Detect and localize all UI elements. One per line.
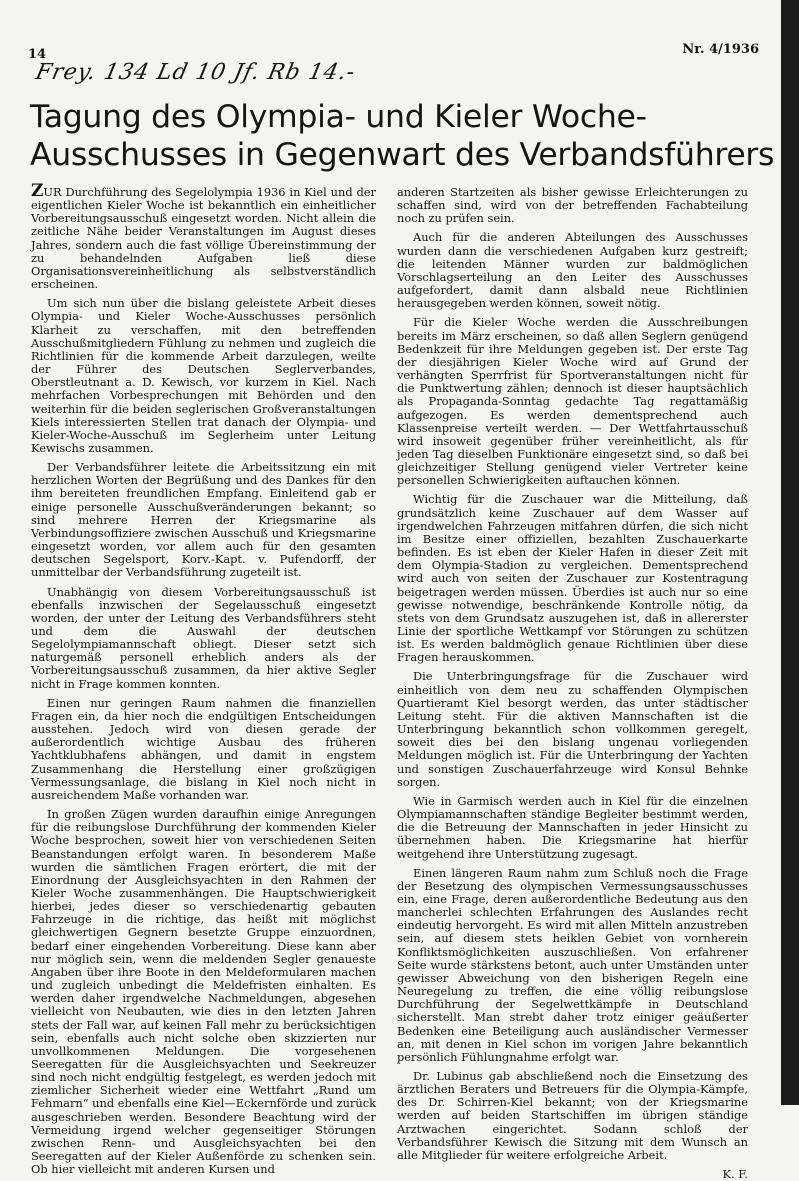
paragraph: Wie in Garmisch werden auch in Kiel für die einzelnen Olympiamannschaften ständige Begleiter bestimmt werden, die die Betreuung der Mannschaften in jeder Hinsicht zu übernehmen haben. Die Kriegsmarine hat hierfür weitgehend ihre Unterstützung zugesagt. — [397, 793, 748, 861]
paragraph: Dr. Lubinus gab abschließend noch die Einsetzung des ärztlichen Beraters und Betreuers für die Olympia-Kämpfe, des Dr. Schirren-Kiel bekannt; von der Kriegsmarine werden auf beiden Startschiffen im übrigen ständige Arztwachen eingerichtet. Sodann schloß der Verbandsführer Kewisch die Sitzung mit dem Wunsch an alle Mitglieder für weitere erfolgreiche Arbeit. — [397, 1069, 748, 1162]
paragraph: Um sich nun über die bislang geleistete Arbeit dieses Olympia- und Kieler Woche-Ausschusses persönlich Klarheit zu verschaffen, mit den betreffenden Ausschußmitgliedern Fühlung zu nehmen und zugleich die Richtlinien für die kommende Arbeit darzulegen, weilte der Führer des Deutschen Seglerverbandes, Oberstleutnant a. D. Kewisch, vor kurzem in Kiel. Nach mehrfachen Vorbesprechungen mit Behörden und den weiterhin für die beiden seglerischen Großveranstaltungen Kiels interessierten Stellen trat danach der Olympia- und Kieler-Woche-Ausschuß im Seglerheim unter Leitung Kewischs zusammen. — [31, 296, 376, 455]
author-signature: K. F. — [722, 1167, 748, 1181]
paragraph: anderen Startzeiten als bisher gewisse Erleichterungen zu schaffen sind, wird von der betreffenden Fachabteilung noch zu prüfen sein. — [397, 185, 748, 226]
right-column — [397, 185, 748, 1181]
article-title: Tagung des Olympia- und Kieler Woche-Ausschusses in Gegenwart des Verbandsführers — [30, 99, 775, 173]
intro-paragraph — [31, 181, 376, 292]
paragraph: Für die Kieler Woche werden die Ausschreibungen bereits im März erscheinen, so daß allen Seglern genügend Bedenkzeit für ihre Meldungen gegeben ist. Der erste Tag der diesjährigen Kieler Woche wird auf Grund der verhängten Sperrfrist für Sportveranstaltungen nicht für die Punktwertung zählen; dennoch ist dieser hauptsächlich als Propaganda-Sonntag gedachte Tag regattamäßig aufgezogen. Es werden dementsprechend auch Klassenpreise verteilt werden. — Der Wettfahrtausschuß wird insoweit gegenüber früher vereinheitlicht, als für jeden Tag dieselben Funktionäre eingesetzt sind, so daß bei gleichzeitiger Stellung genügend vieler Vertreter keine personellen Schwierigkeiten auftauchen können. — [397, 315, 748, 488]
paragraph: Die Unterbringungsfrage für die Zuschauer wird einheitlich von dem neu zu schaffenden Olympischen Quartieramt Kiel besorgt werden, das unter städtischer Leitung steht. Für die aktiven Mannschaften ist die Unterbringung bekanntlich schon vollkommen geregelt, soweit dies bei den bislang ungenau vorliegenden Meldungen möglich ist. Für die Unterbringung der Yachten und sonstigen Zuschauerfahrzeuge wird Konsul Behnke sorgen. — [397, 669, 748, 789]
paragraph: Unabhängig von diesem Vorbereitungsausschuß ist ebenfalls inzwischen der Segelausschuß eingesetzt worden, der unter der Leitung des Verbandsführers steht und dem die Auswahl der deutschen Segelolympiamannschaft obliegt. Dieser setzt sich naturgemäß personell erheblich anders als der Vorbereitungsausschuß zusammen, da hier aktive Segler nicht in Frage kommen konnten. — [31, 584, 376, 691]
page-edge-shadow — [781, 0, 799, 1105]
paragraph: Auch für die anderen Abteilungen des Ausschusses wurden dann die verschiedenen Aufgaben kurz gestreift; die leitenden Männer wurden zur baldmöglichen Vorschlagserteilung an den Leiter des Ausschusses aufgefordert, damit dann alsbald neue Richtlinien herausgegeben werden können, soweit nötig. — [397, 230, 748, 311]
page-number: 14 — [28, 47, 47, 62]
intro-text: UR Durchführung des Segelolympia 1936 in Kiel und der eigentlichen Kieler Woche ist bekanntlich ein einheitlicher Vorbereitungsausschuß eingesetzt worden. Nicht allein die zeitliche Nähe beider Veranstaltungen im August dieses Jahres, sondern auch die fast völlige Übereinstimmung der zu behandelnden Aufgaben ließ diese Organisationsvereinheitlichung als selbstverständlich erscheinen. — [31, 185, 376, 292]
paragraph: Einen nur geringen Raum nahmen die finanziellen Fragen ein, da hier noch die endgültigen Entscheidungen ausstehen. Jedoch wird von diesen gerade der außerordentlich wichtige Ausbau des früheren Yachtklubhafens abhängen, und damit in engstem Zusammenhang die Herstellung einer großzügigen Vermessungsanlage, die bislang in Kiel noch nicht in ausreichendem Maße vorhanden war. — [31, 695, 376, 802]
handwritten-note: Frey. 134 Ld 10 Jf. Rb 14.- — [33, 60, 358, 85]
issue-number: Nr. 4/1936 — [682, 42, 759, 57]
left-column — [31, 181, 376, 1177]
paragraph: In großen Zügen wurden daraufhin einige Anregungen für die reibungslose Durchführung der kommenden Kieler Woche besprochen, soweit hier von verschiedenen Seiten Beanstandungen erfolgt waren. In besonderem Maße wurden die sämtlichen Fragen erörtert, die mit der Einordnung der Ausgleichsyachten in den Rahmen der Kieler Woche zusammenhängen. Die Hauptschwierigkeit hierbei, jedes dieser so verschiedenartig gebauten Fahrzeuge in die richtige, das heißt mit möglichst gleichwertigen Gegnern besetzte Gruppe einzuordnen, bedarf einer eingehenden Vorbereitung. Diese kann aber nur möglich sein, wenn die meldenden Segler genaueste Angaben über ihre Boote in den Meldeformularen machen und zugleich unbedingt die Meldefristen einhalten. Es werden daher irgendwelche Nachmeldungen, abgesehen vielleicht von Neubauten, wie dies in den letzten Jahren stets der Fall war, auf keinen Fall mehr zu berücksichtigen sein, ebenfalls auch nicht solche oben skizzierten nur unvollkommenen Meldungen. Die vorgesehenen Seeregatten für die Ausgleichsyachten und Seekreuzer sind noch nicht endgültig festgelegt, es werden jedoch mit ziemlicher Sicherheit wieder eine Wettfahrt „Rund um Fehmarn“ und ebenfalls eine Kiel—Eckernförde und zurück ausgeschrieben werden. Besondere Beachtung wird der Vermeidung irgend welcher gegenseitiger Störungen zwischen Renn- und Ausgleichsyachten bei den Seeregatten auf der Kieler Außenförde zu schenken sein. Ob hier vielleicht mit anderen Kursen und — [31, 807, 376, 1177]
drop-cap: Z — [31, 181, 44, 201]
paragraph: Einen längeren Raum nahm zum Schluß noch die Frage der Besetzung des olympischen Vermessungsausschusses ein, eine Frage, deren außerordentliche Bedeutung aus den mancherlei schlechten Erfahrungen des Auslandes recht eindeutig hervorgeht. Es wird mit allen Mitteln anzustreben sein, auf diesem stets heiklen Gebiet von vornherein Konfliktsmöglichkeiten auszuschließen. Von erfahrener Seite wurde stärkstens betont, auch unter Umständen unter gewisser Abweichung von den bisherigen Regeln eine Neuregelung zu treffen, die eine völlig reibungslose Durchführung der Segelwettkämpfe in Deutschland sicherstellt. Man strebt daher trotz einiger geäußerter Bedenken eine Beteiligung auch ausländischer Vermesser an, mit denen in Kiel schon im vorigen Jahre bekanntlich persönlich Fühlungnahme erfolgt war. — [397, 865, 748, 1064]
paragraph: Wichtig für die Zuschauer war die Mitteilung, daß grundsätzlich keine Zuschauer auf dem Wasser auf irgendwelchen Fahrzeugen mitfahren dürfen, die sich nicht im Besitze einer offiziellen, bezahlten Zuschauerkarte befinden. Es ist eben der Kieler Hafen in dieser Zeit mit dem Olympia-Stadion zu vergleichen. Dementsprechend wird auch von seiten der Zuschauer zur Kostentragung beigetragen werden müssen. Überdies ist auch nur so eine gewisse notwendige, beschränkende Kontrolle nötig, da stets von dem Grundsatz auszugehen ist, daß in allererster Linie der sportliche Wettkampf vor Störungen zu schützen ist. Es werden baldmöglich genaue Richtlinien über diese Fragen herauskommen. — [397, 492, 748, 665]
paragraph: Der Verbandsführer leitete die Arbeitssitzung ein mit herzlichen Worten der Begrüßung und des Dankes für den ihm bereiteten freundlichen Empfang. Einleitend gab er einige personelle Ausschußveränderungen bekannt; so sind mehrere Herren der Kriegsmarine als Verbindungsoffiziere zwischen Ausschuß und Kriegsmarine eingesetzt worden, vor allem auch für den gesamten deutschen Segelsport, Korv.-Kapt. v. Pufendorff, der unmittelbar der Verbandsführung zugeteilt ist. — [31, 460, 376, 580]
